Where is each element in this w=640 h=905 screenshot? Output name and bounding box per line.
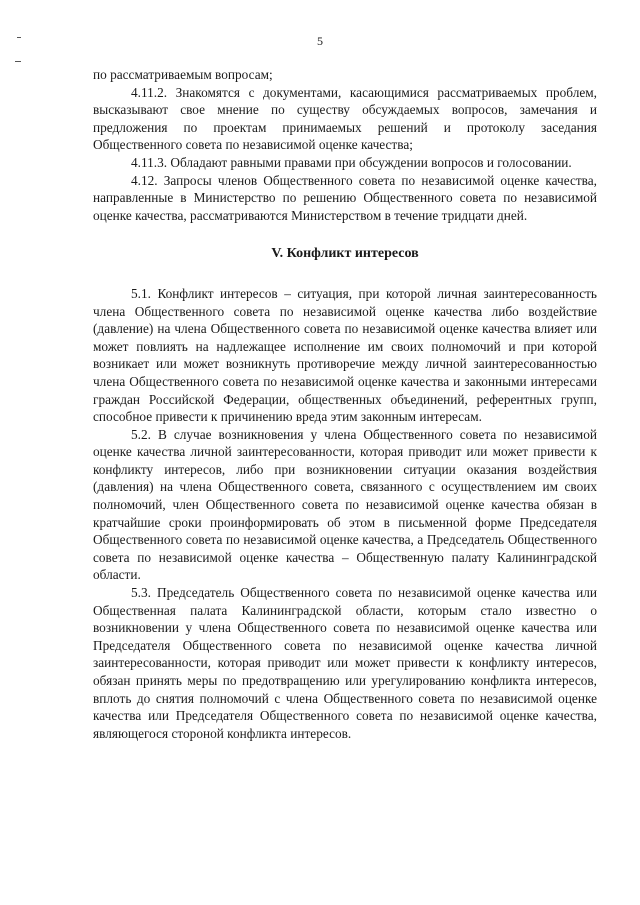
paragraph-continuation: по рассматриваемым вопросам; (93, 67, 273, 82)
scan-artifact (15, 61, 21, 62)
paragraph-4-11-2: 4.11.2. Знакомятся с документами, касающимися рассматриваемых проблем, высказывают свое мнение по существу обсуждаемых вопросов, замечания и предложения по проектам принимаемых решений и протоколу заседания Общественного совета по независимой оценке качества; (93, 84, 597, 153)
paragraph-5-2: 5.2. В случае возникновения у члена Общественного совета по независимой оценке качества личной заинтересованности, которая приводит или может привести к конфликту интересов, либо при возникновении ситуации оказания воздействия (давления) на члена Общественного совета, связанного с осуществлением им своих полномочий, член Общественного совета по независимой оценке качества обязан в кратчайшие сроки проинформировать об этом в письменной форме Председателя Общественного совета по независимой оценке качества, а Председатель Общественного совета по независимой оценке качества – Общественную палату Калининградской области. (93, 426, 597, 583)
paragraph-5-3: 5.3. Председатель Общественного совета по независимой оценке качества или Общественная палата Калининградской области, которым стало известно о возникновении у члена Общественного совета по независимой оценке качества или Председателя Общественного совета по независимой оценке качества личной заинтересованности, которая приводит или может привести к конфликту интересов, обязан принять меры по предотвращению или урегулированию конфликта интересов, вплоть до снятия полномочий с члена Общественного совета по независимой оценке качества или Председателя Общественного совета по независимой оценке качества, являющегося стороной конфликта интересов. (93, 585, 597, 741)
section-heading: V. Конфликт интересов (271, 246, 419, 262)
paragraph-4-11-3: 4.11.3. Обладают равными правами при обсуждении вопросов и голосовании. (131, 154, 572, 170)
document-body (93, 66, 597, 742)
page-number: 5 (317, 34, 323, 48)
paragraph-5-1: 5.1. Конфликт интересов – ситуация, при которой личная заинтересованность члена Общественного совета по независимой оценке качества либо воздействие (давление) на члена Общественного совета по независимой оценке качества влияет или может повлиять на надлежащее исполнение им своих полномочий и при которой возникает или может возникнуть противоречие между личной заинтересованностью члена Общественного совета по независимой оценке качества и законными интересами граждан Российской Федерации, общественных объединений, референтных групп, способное привести к причинению вреда этим законным интересам. (93, 285, 597, 425)
paragraph-4-12: 4.12. Запросы членов Общественного совета по независимой оценке качества, направленные в Министерство по решению Общественного совета по независимой оценке качества, рассматриваются Министерством в течение тридцати дней. (93, 172, 597, 223)
